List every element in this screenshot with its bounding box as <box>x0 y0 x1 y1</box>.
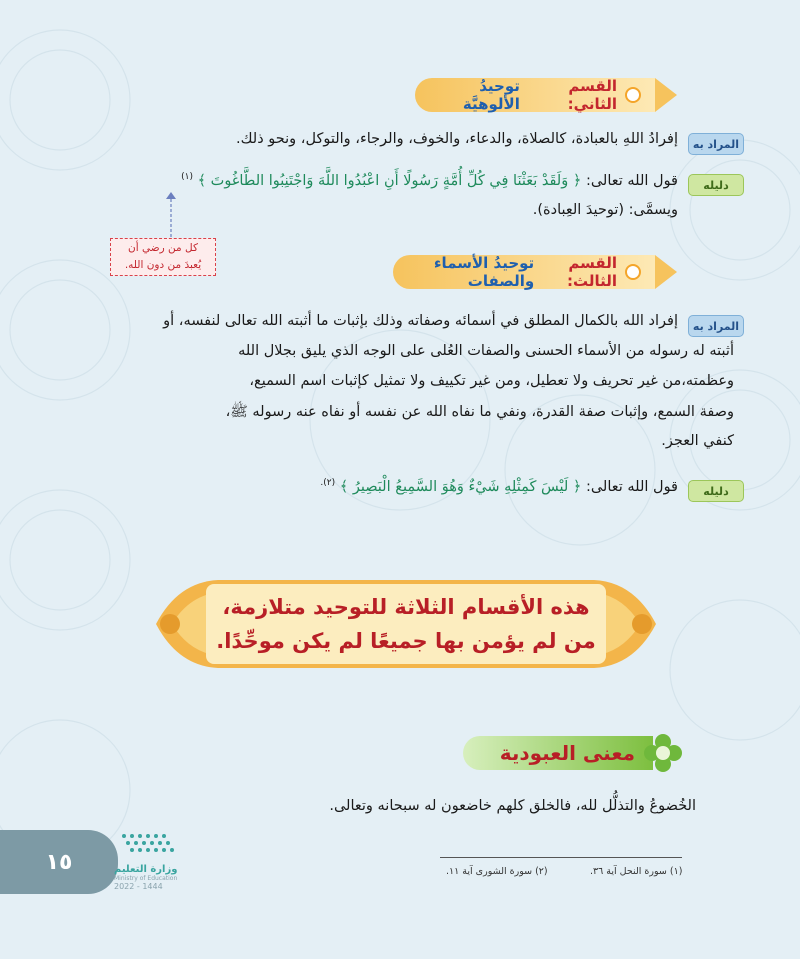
section3-line-5: كنفي العجز. <box>661 433 734 449</box>
section3-heading: توحيدُ الأسماء والصفات <box>433 254 535 290</box>
section3-title <box>393 255 655 289</box>
note-arrow <box>166 192 176 238</box>
servitude-heading <box>463 733 683 773</box>
title-arrow-tip <box>655 255 677 289</box>
quran-verse: ﴿ لَيْسَ كَمِثْلِهِ شَيْءٌ وَهُوَ السَّمِيعُ الْبَصِيرُ ﴾ <box>339 478 582 495</box>
proof-intro: قول الله تعالى: <box>585 478 678 495</box>
proof-tag: دليله <box>688 174 744 196</box>
footnote-ref: (١) <box>181 172 193 182</box>
meaning-tag: المراد به <box>688 133 744 155</box>
proof-tag: دليله <box>688 480 744 502</box>
section2-meaning: إفرادُ اللهِ بالعبادة، كالصلاة، والدعاء، والخوف، والرجاء، والتوكل، ونحو ذلك. <box>235 131 678 147</box>
banner-line1: هذه الأقسام الثلاثة للتوحيد متلازمة، <box>222 595 590 619</box>
footnote-divider <box>440 857 682 858</box>
section2-label: القسم الثاني: <box>567 77 617 113</box>
quran-verse: ﴿ وَلَقَدْ بَعَثْنَا فِي كُلِّ أُمَّةٍ رَسُولًا أَنِ اعْبُدُوا اللَّهَ وَاجْتَنِبُوا الطَّاغُوتَ ﴾ <box>197 172 582 189</box>
servitude-title-bar <box>463 736 653 770</box>
section3-line-2: أثبته له رسوله من الأسماء الحسنى والصفات العُلى على الوجه الذي يليق بجلال الله <box>238 343 734 359</box>
section2-proof <box>78 172 678 189</box>
also-called: ويسمَّى: (توحيدَ العِبادة). <box>532 202 678 218</box>
summary-banner <box>148 572 664 676</box>
taghut-note <box>110 238 216 276</box>
proof-intro: قول الله تعالى: <box>585 172 678 189</box>
section3-line-4: وصفة السمع، وإثبات صفة القدرة، ونفي ما نفاه الله عن نفسه أو نفاه عنه رسوله ﷺ، <box>225 404 734 420</box>
ministry-emblem-icon <box>114 830 184 860</box>
bullet-icon <box>625 87 641 103</box>
section3-label: القسم الثالث: <box>566 254 617 290</box>
page-number-tab <box>0 830 118 894</box>
banner-line2: من لم يؤمن بها جميعًا لم يكن موحِّدًا. <box>216 629 596 653</box>
note-line2: يُعبدَ من دون الله. <box>124 259 202 271</box>
footnote-1: (١) سورة النحل آية ٣٦. <box>590 866 683 877</box>
section3-line-1: إفراد الله بالكمال المطلق في أسمائه وصفاته وذلك بإثبات ما أثبته الله تعالى لنفسه، أو <box>163 313 678 329</box>
bullet-icon <box>625 264 641 280</box>
flower-icon <box>643 733 683 773</box>
section3-line-3: وعظمته،من غير تحريف ولا تعطيل، ومن غير تكييف ولا تمثيل كإثبات اسم السميع، <box>249 373 734 389</box>
footnote-2: (٢) سورة الشورى آية ١١. <box>446 866 548 877</box>
ministry-name-ar: وزارة التعليم <box>114 864 178 875</box>
section2-heading: توحيدُ الألوهيَّة <box>462 77 520 113</box>
title-arrow-tip <box>655 78 677 112</box>
servitude-text: الخُضوعُ والتذلُّل لله، فالخلق كلهم خاضعون له سبحانه وتعالى. <box>329 798 696 814</box>
page-number: ١٥ <box>45 849 73 875</box>
note-line1: كل من رضي أن <box>128 242 198 254</box>
ministry-name-en: Ministry of Education <box>114 875 178 882</box>
section2-title <box>415 78 655 112</box>
ministry-logo <box>114 830 189 891</box>
banner-text-box <box>206 584 606 664</box>
meaning-tag: المراد به <box>688 315 744 337</box>
edition-year: 2022 - 1444 <box>114 882 163 891</box>
footnote-ref: (٢). <box>320 478 336 488</box>
servitude-title: معنى العبودية <box>499 741 635 765</box>
section3-proof <box>178 478 678 495</box>
